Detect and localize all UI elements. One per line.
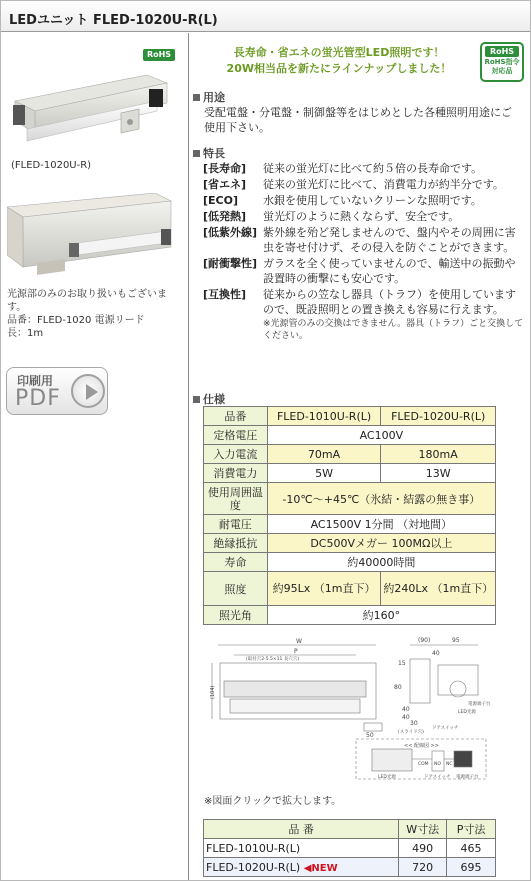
size-table-row	[204, 839, 496, 858]
feature-value: 従来からの笠なし器具（トラフ）を使用していますので、既設照明との置き換えも容易に行えます。	[263, 288, 516, 316]
feature-value: 従来の蛍光灯に比べて、消費電力が約半分です。	[263, 178, 504, 191]
print-pdf-button[interactable]	[6, 367, 108, 415]
dim-label: (90)	[418, 637, 431, 644]
dim-label: P	[294, 648, 298, 655]
size-header: W寸法	[399, 820, 447, 839]
spec-label: 使用周囲温度	[204, 483, 268, 515]
feature-value: 従来の蛍光灯に比べて約５倍の長寿命です。	[263, 162, 483, 175]
spec-value: AC100V	[267, 426, 495, 445]
feature-key: [長寿命]	[203, 162, 247, 175]
feature-item	[203, 287, 525, 317]
rohs-mark-label: RoHS	[485, 46, 519, 57]
feature-key: [省エネ]	[203, 178, 247, 191]
spec-label: 寿命	[204, 553, 268, 572]
feature-value: ガラスを全く使っていませんので、輸送中の振動や設置時の衝撃にも安心です。	[263, 257, 516, 285]
spec-row	[204, 483, 496, 515]
size-code	[204, 858, 399, 877]
spec-row	[204, 606, 496, 625]
pdf-button-label-top: 印刷用	[17, 374, 54, 388]
feature-key: [ECO]	[203, 194, 238, 207]
spec-heading-text: 仕様	[203, 393, 225, 406]
page-title: LEDユニット FLED-1020U-R(L)	[9, 13, 218, 28]
wiring-label: ドアスイッチ	[424, 775, 451, 780]
spec-value: 約160°	[267, 606, 495, 625]
left-column	[1, 33, 189, 880]
feature-item	[203, 193, 525, 208]
spec-label: 品番	[204, 407, 268, 426]
feature-value: 蛍光灯のように熱くならず、安全です。	[263, 210, 460, 223]
dim-label: 電源端子台	[468, 702, 491, 707]
usage-heading-text: 用途	[203, 91, 225, 104]
spec-table	[203, 406, 496, 625]
size-header: P寸法	[447, 820, 496, 839]
spec-value: 13W	[381, 464, 496, 483]
wiring-title: << 配線図 >>	[404, 743, 439, 749]
spec-label: 絶縁抵抗	[204, 534, 268, 553]
feature-key: [耐衝撃性]	[203, 257, 258, 270]
new-badge: ◀NEW	[303, 862, 338, 874]
spec-value: FLED-1020U-R(L)	[381, 407, 496, 426]
feature-key: [互換性]	[203, 288, 247, 301]
rohs-mark-text: 対応品	[491, 67, 513, 75]
spec-value: AC1500V 1分間 （対地間）	[267, 515, 495, 534]
drawing-click-note: ※図面クリックで拡大します。	[204, 796, 342, 807]
spec-row	[204, 426, 496, 445]
spec-value: -10℃～+45℃（氷結・結露の無き事）	[267, 483, 495, 515]
dimension-drawing[interactable]	[206, 633, 512, 783]
spec-label: 消費電力	[204, 464, 268, 483]
light-source-note	[7, 288, 183, 340]
product-photo-light-source	[7, 193, 177, 291]
right-column	[190, 33, 530, 880]
rohs-badge: RoHS	[143, 49, 175, 61]
dim-label: 40	[432, 650, 440, 657]
size-code-text: FLED-1020U-R(L)	[206, 860, 301, 874]
spec-label: 照光角	[204, 606, 268, 625]
dim-label: 15	[398, 660, 406, 667]
feature-value: 紫外線を殆ど発しませんので、盤内やその周囲に害虫を寄せ付けず、その侵入を防ぐことができます。	[263, 226, 516, 254]
rohs-compliance-mark	[480, 42, 524, 82]
spec-label: 耐電圧	[204, 515, 268, 534]
size-code	[204, 839, 399, 858]
title-bar	[1, 1, 530, 32]
size-table-row	[204, 858, 496, 877]
wiring-label: COM	[418, 762, 429, 767]
spec-row	[204, 445, 496, 464]
usage-heading	[193, 89, 225, 105]
dim-label: 80	[394, 684, 402, 691]
features-list	[203, 161, 525, 342]
photo-caption: (FLED-1020U-R)	[11, 160, 92, 171]
feature-item	[203, 256, 525, 286]
spec-label: 照度	[204, 572, 268, 606]
spec-row	[204, 464, 496, 483]
dim-label: 95	[452, 637, 460, 644]
headline-line: 20W相当品を新たにラインナップしました！	[226, 62, 452, 75]
note-line: 品番：FLED-1020 電源リード	[7, 315, 145, 326]
dim-label: 40	[402, 706, 410, 713]
spec-row	[204, 572, 496, 606]
dim-label: LED光源	[458, 710, 476, 715]
spec-heading	[193, 391, 225, 407]
feature-key: [低紫外線]	[203, 226, 258, 239]
dim-label: 30	[410, 720, 418, 727]
size-table-header	[204, 820, 496, 839]
features-footnote: ※光源管のみの交換はできません。器具（トラフ）ごと交換してください。	[263, 319, 524, 341]
wiring-label: LED光源	[378, 775, 396, 780]
feature-item	[203, 209, 525, 224]
spec-row	[204, 534, 496, 553]
features-heading-text: 特長	[203, 147, 225, 160]
spec-row	[204, 553, 496, 572]
spec-row	[204, 515, 496, 534]
feature-key: [低発熱]	[203, 210, 247, 223]
play-icon	[71, 374, 105, 408]
wiring-label: NO	[434, 762, 441, 767]
dim-label: (取付穴2-5.5×11 長穴穴)	[246, 657, 300, 662]
dim-label: W	[296, 638, 302, 645]
size-p: 465	[447, 839, 496, 858]
size-p: 695	[447, 858, 496, 877]
spec-value: 5W	[267, 464, 381, 483]
size-w: 490	[399, 839, 447, 858]
rohs-mark-text: RoHS指令	[484, 58, 520, 66]
dim-label: 50	[366, 732, 374, 739]
spec-value: 約95Lx （1m直下）	[267, 572, 381, 606]
usage-text: 受配電盤・分電盤・制御盤等をはじめとした各種照明用途にご使用下さい。	[204, 106, 512, 134]
wiring-label: NC	[446, 762, 453, 767]
spec-value: 180mA	[381, 445, 496, 464]
features-heading	[193, 145, 225, 161]
spec-value: 約240Lx （1m直下）	[381, 572, 496, 606]
size-code-text: FLED-1010U-R(L)	[206, 841, 301, 855]
spec-value: 約40000時間	[267, 553, 495, 572]
size-w: 720	[399, 858, 447, 877]
dim-label: (104)	[210, 685, 216, 699]
size-table	[203, 819, 496, 877]
feature-value: 水銀を使用していないクリーンな照明です。	[263, 194, 482, 207]
dim-label: (スライド穴)	[398, 730, 424, 735]
pdf-button-label: PDF	[15, 386, 61, 411]
note-line: す。	[7, 302, 27, 313]
dim-label: ドアスイッチ	[432, 726, 459, 731]
feature-item	[203, 161, 525, 176]
spec-value: DC500Vメガー 100MΩ以上	[267, 534, 495, 553]
headline-line: 長寿命・省エネの蛍光管型LED照明です！	[233, 46, 445, 59]
dim-label: 40	[402, 714, 410, 721]
spec-value: FLED-1010U-R(L)	[267, 407, 381, 426]
size-header: 品 番	[204, 820, 399, 839]
feature-item	[203, 177, 525, 192]
headline	[198, 45, 480, 77]
spec-label: 定格電圧	[204, 426, 268, 445]
spec-value: 70mA	[267, 445, 381, 464]
feature-item	[203, 225, 525, 255]
wiring-label: 電源端子台	[456, 775, 479, 780]
note-line: 光源部のみのお取り扱いもございま	[7, 289, 167, 300]
spec-label: 入力電流	[204, 445, 268, 464]
note-line: 長：1m	[7, 328, 44, 339]
spec-row	[204, 407, 496, 426]
